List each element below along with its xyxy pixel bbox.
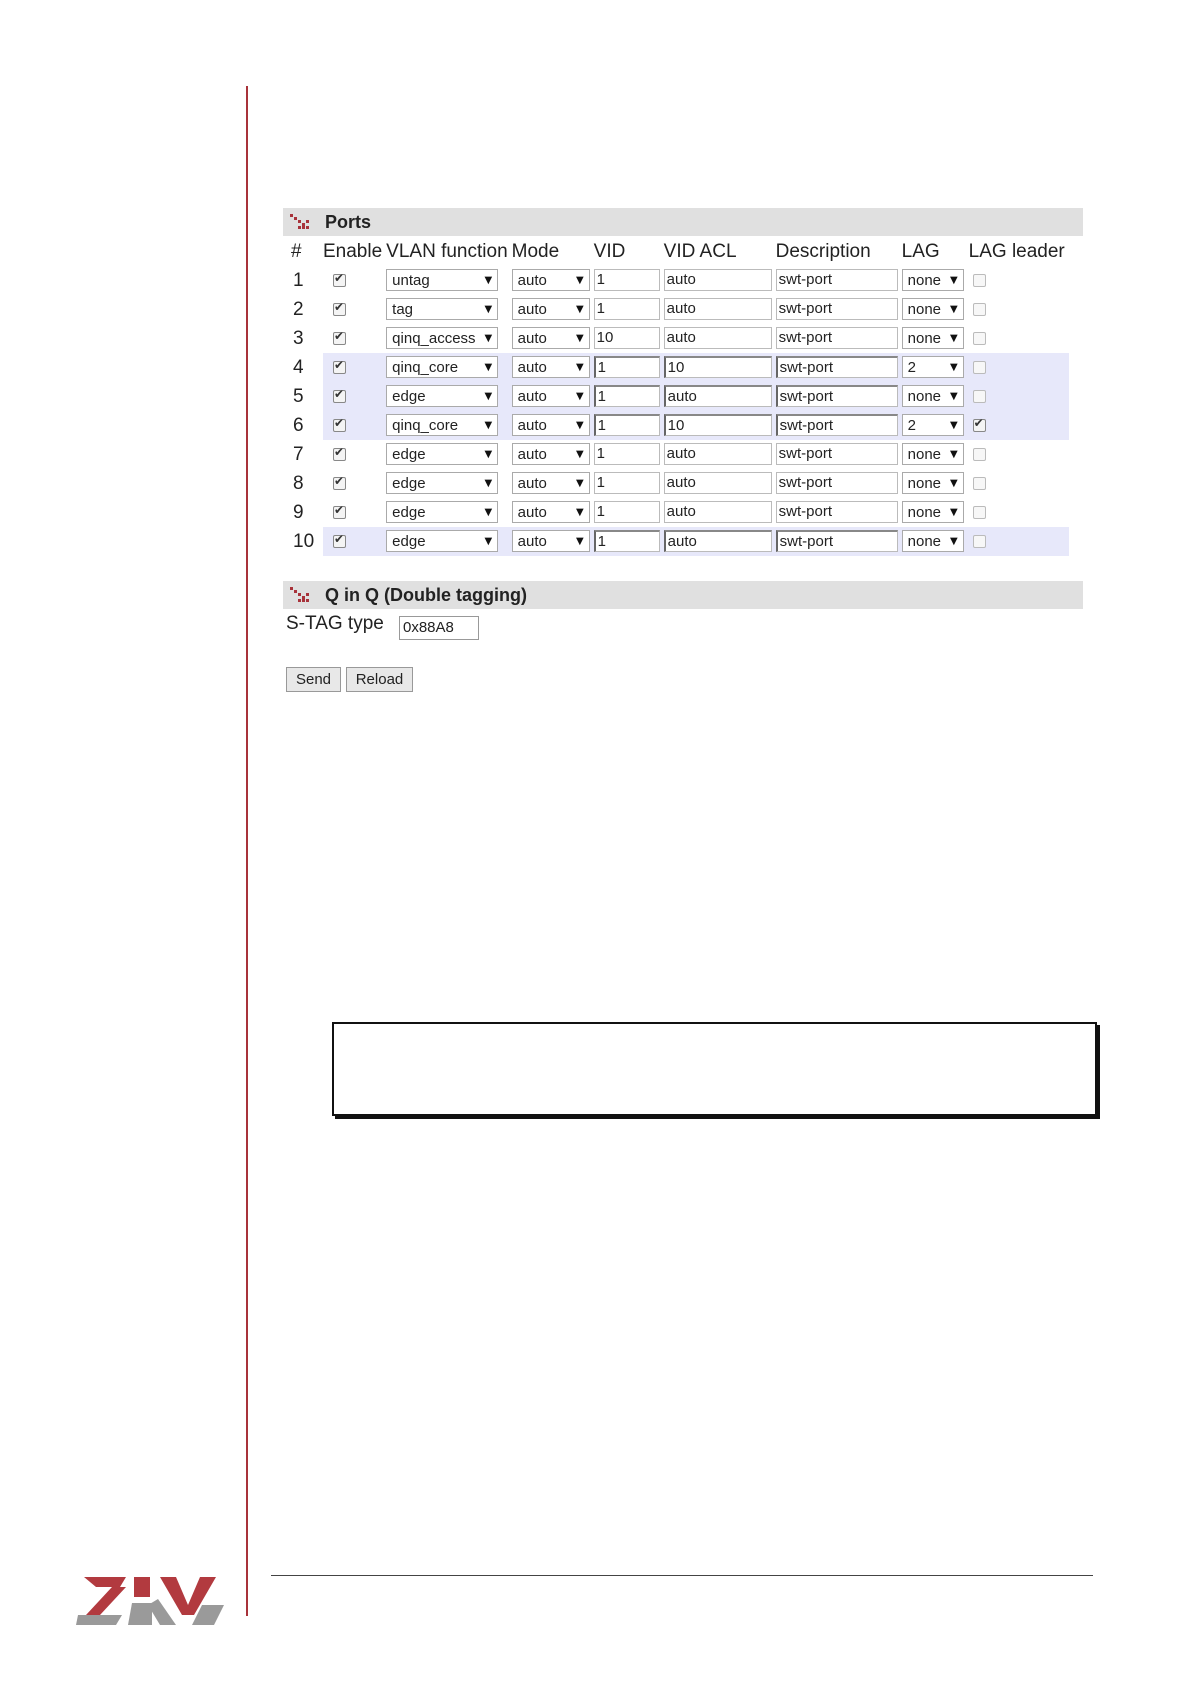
dropdown-arrow-icon: ▼: [484, 332, 493, 344]
dropdown-arrow-icon: ▼: [949, 332, 958, 344]
note-box: [332, 1022, 1097, 1116]
vlan-function-value: edge: [392, 503, 426, 521]
lag-leader-checkbox[interactable]: [973, 535, 986, 548]
lag-select[interactable]: [902, 443, 964, 465]
port-number: 7: [293, 443, 304, 465]
vid-input[interactable]: 10: [594, 327, 660, 349]
enable-checkbox[interactable]: [333, 477, 346, 490]
dropdown-arrow-icon: ▼: [484, 535, 493, 547]
enable-checkbox[interactable]: [333, 274, 346, 287]
vlan-function-select[interactable]: [386, 501, 498, 523]
vlan-function-select[interactable]: [386, 327, 498, 349]
port-number: 10: [293, 530, 315, 552]
vlan-function-value: qinq_core: [392, 358, 459, 376]
vid-input[interactable]: 1: [594, 443, 660, 465]
menu-arrow-icon: [289, 585, 311, 605]
dropdown-arrow-icon: ▼: [484, 506, 493, 518]
description-input[interactable]: swt-port: [776, 356, 898, 378]
dropdown-arrow-icon: ▼: [575, 332, 584, 344]
col-vid-acl: VID ACL: [663, 241, 737, 262]
mode-value: auto: [517, 503, 547, 521]
vid-input[interactable]: 1: [594, 269, 660, 291]
stag-type-input[interactable]: 0x88A8: [399, 616, 479, 640]
dropdown-arrow-icon: ▼: [575, 303, 584, 315]
ziv-logo: [76, 1575, 232, 1625]
mode-select[interactable]: [512, 530, 590, 552]
enable-checkbox[interactable]: [333, 390, 346, 403]
dropdown-arrow-icon: ▼: [484, 274, 493, 286]
dropdown-arrow-icon: ▼: [575, 448, 584, 460]
lag-value: none: [907, 271, 942, 289]
ports-table-header: [287, 238, 1069, 266]
lag-select[interactable]: [902, 385, 964, 407]
dropdown-arrow-icon: ▼: [949, 477, 958, 489]
table-row: [287, 353, 1069, 382]
lag-select[interactable]: [902, 327, 964, 349]
lag-value: none: [907, 387, 942, 405]
lag-value: none: [907, 503, 942, 521]
table-row: [287, 498, 1069, 527]
table-row: [287, 440, 1069, 469]
vid-acl-input[interactable]: auto: [664, 327, 772, 349]
vlan-function-value: qinq_access: [392, 329, 476, 347]
description-input[interactable]: swt-port: [776, 327, 898, 349]
dropdown-arrow-icon: ▼: [484, 361, 493, 373]
mode-select[interactable]: [512, 472, 590, 494]
stag-type-label: S-TAG type: [286, 613, 384, 634]
vid-acl-input[interactable]: 10: [664, 414, 772, 436]
port-number: 3: [293, 327, 304, 349]
vid-input[interactable]: 1: [594, 501, 660, 523]
vlan-function-value: untag: [392, 271, 430, 289]
dropdown-arrow-icon: ▼: [484, 390, 493, 402]
lag-leader-checkbox[interactable]: [973, 477, 986, 490]
table-row: [287, 324, 1069, 353]
lag-value: none: [907, 300, 942, 318]
mode-value: auto: [517, 474, 547, 492]
lag-select[interactable]: [902, 501, 964, 523]
vid-input[interactable]: 1: [594, 298, 660, 320]
port-number: 5: [293, 385, 304, 407]
description-input[interactable]: swt-port: [776, 472, 898, 494]
enable-checkbox[interactable]: [333, 419, 346, 432]
vid-acl-input[interactable]: auto: [664, 501, 772, 523]
lag-leader-checkbox[interactable]: [973, 506, 986, 519]
vlan-function-value: edge: [392, 445, 426, 463]
port-number: 6: [293, 414, 304, 436]
lag-leader-checkbox[interactable]: [973, 303, 986, 316]
col-enable: Enable: [323, 241, 383, 262]
lag-select[interactable]: [902, 298, 964, 320]
lag-leader-checkbox[interactable]: [973, 448, 986, 461]
dropdown-arrow-icon: ▼: [949, 448, 958, 460]
mode-select[interactable]: [512, 269, 590, 291]
lag-select[interactable]: [902, 356, 964, 378]
vid-acl-input[interactable]: 10: [664, 356, 772, 378]
vlan-function-select[interactable]: [386, 298, 498, 320]
vid-input[interactable]: 1: [594, 356, 660, 378]
col-mode: Mode: [511, 241, 560, 262]
description-input[interactable]: swt-port: [776, 298, 898, 320]
mode-value: auto: [517, 329, 547, 347]
vlan-function-value: edge: [392, 474, 426, 492]
lag-value: none: [907, 329, 942, 347]
enable-checkbox[interactable]: [333, 535, 346, 548]
dropdown-arrow-icon: ▼: [575, 361, 584, 373]
description-input[interactable]: swt-port: [776, 385, 898, 407]
mode-select[interactable]: [512, 298, 590, 320]
lag-leader-checkbox[interactable]: [973, 361, 986, 374]
ports-title: Ports: [325, 211, 372, 232]
enable-checkbox[interactable]: [333, 332, 346, 345]
send-button[interactable]: Send: [286, 667, 341, 692]
dropdown-arrow-icon: ▼: [949, 274, 958, 286]
vlan-function-value: qinq_core: [392, 416, 459, 434]
dropdown-arrow-icon: ▼: [949, 419, 958, 431]
ports-table: [287, 238, 1069, 556]
dropdown-arrow-icon: ▼: [949, 506, 958, 518]
table-row: [287, 295, 1069, 324]
vid-acl-input[interactable]: auto: [664, 530, 772, 552]
vid-acl-input[interactable]: auto: [664, 472, 772, 494]
vlan-function-select[interactable]: [386, 443, 498, 465]
mode-select[interactable]: [512, 327, 590, 349]
table-row: [287, 266, 1069, 295]
lag-leader-checkbox[interactable]: [973, 332, 986, 345]
mode-value: auto: [517, 358, 547, 376]
table-row: [287, 382, 1069, 411]
description-input[interactable]: swt-port: [776, 443, 898, 465]
lag-select[interactable]: [902, 269, 964, 291]
lag-select[interactable]: [902, 530, 964, 552]
lag-value: 2: [907, 416, 916, 434]
vid-input[interactable]: 1: [594, 414, 660, 436]
vlan-function-select[interactable]: [386, 530, 498, 552]
vlan-function-select[interactable]: [386, 356, 498, 378]
vlan-function-select[interactable]: [386, 472, 498, 494]
mode-select[interactable]: [512, 443, 590, 465]
vid-acl-input[interactable]: auto: [664, 269, 772, 291]
dropdown-arrow-icon: ▼: [575, 274, 584, 286]
mode-select[interactable]: [512, 356, 590, 378]
vid-acl-input[interactable]: auto: [664, 385, 772, 407]
dropdown-arrow-icon: ▼: [484, 419, 493, 431]
vid-acl-input[interactable]: auto: [664, 298, 772, 320]
col-lag: LAG: [901, 241, 940, 262]
table-row: [287, 411, 1069, 440]
table-row: [287, 469, 1069, 498]
description-input[interactable]: swt-port: [776, 414, 898, 436]
mode-value: auto: [517, 300, 547, 318]
dropdown-arrow-icon: ▼: [575, 419, 584, 431]
lag-select[interactable]: [902, 414, 964, 436]
lag-value: 2: [907, 358, 916, 376]
vlan-function-value: tag: [392, 300, 414, 318]
dropdown-arrow-icon: ▼: [575, 506, 584, 518]
description-input[interactable]: swt-port: [776, 501, 898, 523]
description-input[interactable]: swt-port: [776, 530, 898, 552]
dropdown-arrow-icon: ▼: [484, 477, 493, 489]
dropdown-arrow-icon: ▼: [949, 390, 958, 402]
vid-input[interactable]: 1: [594, 472, 660, 494]
col-vid: VID: [593, 241, 626, 262]
mode-value: auto: [517, 532, 547, 550]
dropdown-arrow-icon: ▼: [575, 390, 584, 402]
table-row: [287, 527, 1069, 556]
port-number: 2: [293, 298, 304, 320]
mode-select[interactable]: [512, 501, 590, 523]
vlan-function-value: edge: [392, 387, 426, 405]
reload-button[interactable]: Reload: [346, 667, 413, 692]
lag-value: none: [907, 474, 942, 492]
footer-line: [271, 1575, 1093, 1576]
vlan-function-select[interactable]: [386, 385, 498, 407]
port-number: 1: [293, 269, 304, 291]
col-vlan-function: VLAN function: [386, 241, 508, 262]
port-number: 8: [293, 472, 304, 494]
enable-checkbox[interactable]: [333, 506, 346, 519]
description-input[interactable]: swt-port: [776, 269, 898, 291]
vid-acl-input[interactable]: auto: [664, 443, 772, 465]
dropdown-arrow-icon: ▼: [949, 535, 958, 547]
mode-value: auto: [517, 271, 547, 289]
col-description: Description: [775, 241, 871, 262]
lag-leader-checkbox[interactable]: [973, 390, 986, 403]
vid-input[interactable]: 1: [594, 530, 660, 552]
menu-arrow-icon: [289, 212, 311, 232]
vlan-function-select[interactable]: [386, 269, 498, 291]
qinq-section-header: [283, 581, 1083, 609]
vlan-function-select[interactable]: [386, 414, 498, 436]
ports-section-header: [283, 208, 1083, 236]
port-number: 9: [293, 501, 304, 523]
lag-leader-checkbox[interactable]: [973, 419, 986, 432]
dropdown-arrow-icon: ▼: [575, 477, 584, 489]
qinq-title: Q in Q (Double tagging): [325, 584, 527, 605]
dropdown-arrow-icon: ▼: [949, 361, 958, 373]
lag-select[interactable]: [902, 472, 964, 494]
dropdown-arrow-icon: ▼: [484, 448, 493, 460]
mode-value: auto: [517, 387, 547, 405]
dropdown-arrow-icon: ▼: [949, 303, 958, 315]
vlan-function-value: edge: [392, 532, 426, 550]
mode-select[interactable]: [512, 385, 590, 407]
page-margin-line: [246, 86, 248, 1616]
lag-leader-checkbox[interactable]: [973, 274, 986, 287]
enable-checkbox[interactable]: [333, 303, 346, 316]
lag-value: none: [907, 532, 942, 550]
lag-value: none: [907, 445, 942, 463]
col-lag-leader: LAG leader: [968, 241, 1065, 262]
enable-checkbox[interactable]: [333, 448, 346, 461]
dropdown-arrow-icon: ▼: [575, 535, 584, 547]
mode-select[interactable]: [512, 414, 590, 436]
col-num: #: [291, 241, 302, 262]
mode-value: auto: [517, 445, 547, 463]
vid-input[interactable]: 1: [594, 385, 660, 407]
enable-checkbox[interactable]: [333, 361, 346, 374]
dropdown-arrow-icon: ▼: [484, 303, 493, 315]
mode-value: auto: [517, 416, 547, 434]
port-number: 4: [293, 356, 304, 378]
